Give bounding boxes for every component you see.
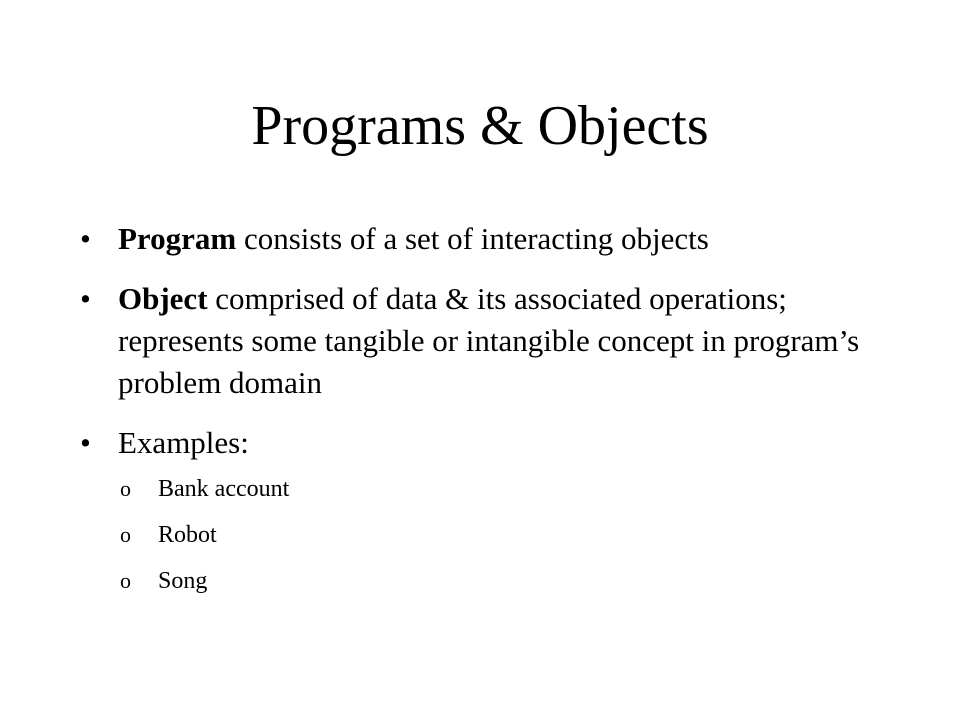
example-item — [118, 566, 900, 596]
example-item — [118, 520, 900, 550]
sub-bullet-icon: o — [120, 522, 131, 547]
bullet-icon: • — [80, 281, 91, 316]
bullet-examples — [80, 422, 900, 596]
sub-bullet-icon: o — [120, 476, 131, 501]
slide-title: Programs & Objects — [251, 95, 709, 157]
example-text: Bank account — [158, 476, 290, 502]
bullet-icon: • — [80, 221, 91, 256]
bullet-list — [80, 218, 900, 614]
example-text: Robot — [158, 522, 217, 548]
definition-program: consists of a set of interacting objects — [236, 221, 709, 256]
definition-object: comprised of data & its associated operations; represents some tangible or intangible concept in program’s problem domain — [118, 281, 860, 400]
example-item — [118, 474, 900, 504]
examples-heading: Examples: — [118, 425, 249, 460]
term-object: Object — [118, 281, 208, 316]
bullet-object — [80, 278, 900, 404]
bullet-icon: • — [80, 425, 91, 460]
bullet-program — [80, 218, 900, 260]
term-program: Program — [118, 221, 237, 256]
example-text: Song — [158, 568, 208, 594]
examples-list — [118, 474, 900, 596]
sub-bullet-icon: o — [120, 568, 131, 593]
